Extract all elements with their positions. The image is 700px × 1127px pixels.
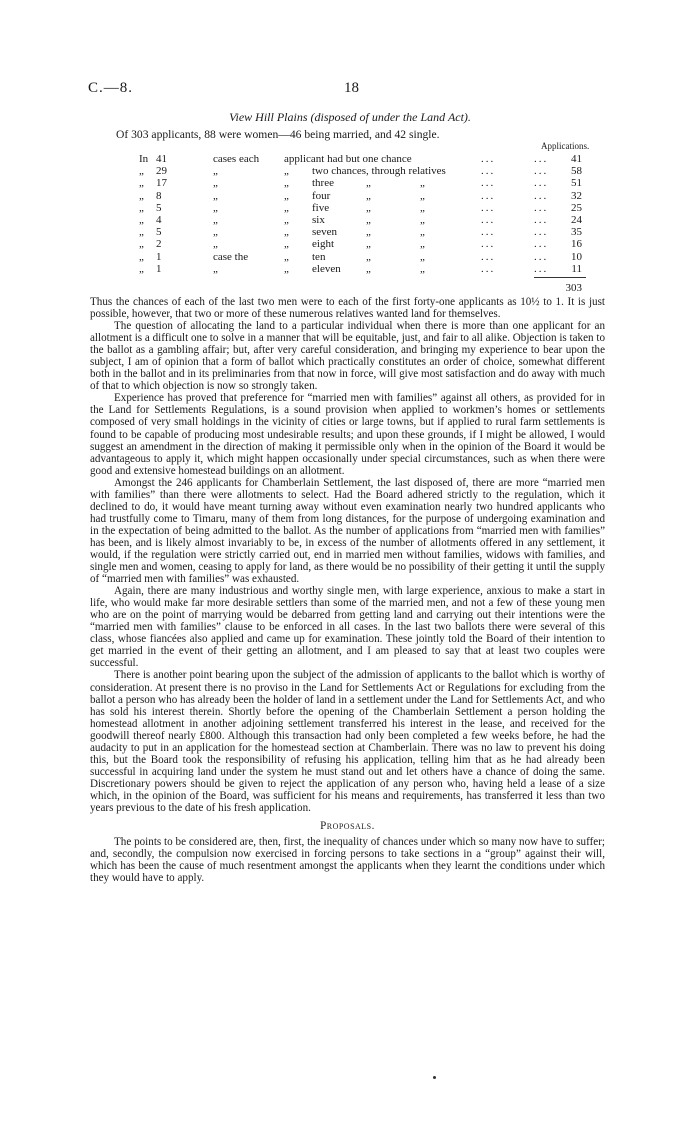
row-chances: eight xyxy=(312,238,334,251)
table-row xyxy=(0,238,700,250)
row-cases: case the xyxy=(213,250,249,263)
row-cases: „ xyxy=(213,189,218,202)
row-count: 17 xyxy=(156,177,167,190)
row-chances: four xyxy=(312,189,331,202)
row-applications: 24 xyxy=(571,213,582,226)
row-ditto-2: „ xyxy=(420,238,425,251)
row-ditto-1: „ xyxy=(366,189,371,202)
section-subtitle: View Hill Plains (disposed of under the Land Act). xyxy=(229,110,471,124)
dot-leader: ... xyxy=(481,165,496,178)
row-cases: „ xyxy=(213,201,218,214)
row-cases: „ xyxy=(213,238,218,251)
row-count: 41 xyxy=(156,153,167,165)
row-count: 8 xyxy=(156,189,162,202)
table-row xyxy=(0,153,700,165)
applications-column-header: Applications. xyxy=(541,141,590,151)
row-lead: „ xyxy=(139,262,144,275)
row-ditto-1: „ xyxy=(366,226,371,239)
dot-leader: ... xyxy=(481,177,496,190)
dot-leader: ... xyxy=(481,189,496,202)
row-ditto-2: „ xyxy=(420,262,425,275)
row-ditto-2: „ xyxy=(420,250,425,263)
row-cases: „ xyxy=(213,177,218,190)
row-lead: „ xyxy=(139,165,144,178)
page-number: 18 xyxy=(344,80,359,96)
row-chances: seven xyxy=(312,226,338,239)
dot-leader: ... xyxy=(481,238,496,251)
row-applicant: applicant had but one chance xyxy=(284,153,412,165)
dot-leader: ... xyxy=(534,226,549,239)
row-applications: 16 xyxy=(571,238,582,251)
row-applicant: „ xyxy=(284,226,289,239)
row-applications: 58 xyxy=(571,165,582,178)
row-applicant: „ xyxy=(284,165,289,178)
row-lead: „ xyxy=(139,250,144,263)
dot-leader: ... xyxy=(534,153,549,165)
dot-leader: ... xyxy=(534,177,549,190)
paragraph-chances: Thus the chances of each of the last two men were to each of the first forty-one applicants as 10½ to 1. It is just possible, however, that two or more of these numerous relatives wanted land for themselves. xyxy=(90,296,605,321)
dot-leader: ... xyxy=(534,250,549,263)
applications-table xyxy=(0,153,700,275)
row-applications: 35 xyxy=(571,226,582,239)
dot-leader: ... xyxy=(481,213,496,226)
row-applications: 41 xyxy=(571,153,582,165)
row-ditto-2: „ xyxy=(420,177,425,190)
row-lead: „ xyxy=(139,213,144,226)
row-applicant: „ xyxy=(284,177,289,190)
table-row xyxy=(0,251,700,263)
table-row xyxy=(0,214,700,226)
row-count: 4 xyxy=(156,213,162,226)
row-ditto-2: „ xyxy=(420,226,425,239)
row-ditto-1: „ xyxy=(366,250,371,263)
row-count: 2 xyxy=(156,238,162,251)
row-applicant: „ xyxy=(284,201,289,214)
row-ditto-2: „ xyxy=(420,189,425,202)
proposals-heading: Proposals. xyxy=(320,820,375,833)
applications-total: 303 xyxy=(565,282,582,294)
row-lead: „ xyxy=(139,238,144,251)
row-ditto-2: „ xyxy=(420,213,425,226)
paragraph-chamberlain: Amongst the 246 applicants for Chamberlain Settlement, the last disposed of, there are more “married men with families” than there were allotments to select. Had the Board adhered strictly to the regulation, which it declined to do, it would have meant turning away without even examination nearly two hundred applicants who had trustfully come to Timaru, many of them from long distances, for the purpose of undergoing examination and in the expectation of being admitted to the ballot. As the number of applications from “married men with families” has been, and is likely almost invariably to be, in excess of the number of allotments offered in any settlement, it would, if the regulation were strictly carried out, end in married men without families, widows with families, and single men and women, ceasing to apply for land, as there would be no possibility of their getting it until the supply of “married men with families” was exhausted. xyxy=(90,476,605,586)
dot-leader: ... xyxy=(481,262,496,275)
row-count: 1 xyxy=(156,262,162,275)
table-row xyxy=(0,177,700,189)
page-mark xyxy=(433,1076,436,1079)
row-applicant: „ xyxy=(284,250,289,263)
row-ditto-1: „ xyxy=(366,213,371,226)
row-cases: „ xyxy=(213,165,218,178)
intro-line: Of 303 applicants, 88 were women—46 being married, and 42 single. xyxy=(116,128,440,141)
row-applicant: „ xyxy=(284,238,289,251)
row-lead: „ xyxy=(139,189,144,202)
document-reference: C.—8. xyxy=(88,80,134,96)
row-lead: „ xyxy=(139,177,144,190)
dot-leader: ... xyxy=(481,250,496,263)
row-cases: „ xyxy=(213,213,218,226)
paragraph-experience: Experience has proved that preference for “married men with families” against all others, as provided for in the Land for Settlements Regulations, is a sound provision when applied to workmen’s homes or settlements composed of very small holdings in the vicinity of cities or large towns, but if applied to rural farm settlements is found to be capable of producing most undesirable results; and upon these grounds, if I might be allowed, I would suggest an amendment in the direction of making it permissible only when in the opinion of the Board it would be advantageous to apply it, which might happen occasionally under special circumstances, such as when there were good and extensive homestead buildings on an allotment. xyxy=(90,392,605,477)
paragraph-proposals: The points to be considered are, then, first, the inequality of chances under which so many now have to suffer; and, secondly, the compulsion now exercised in forcing persons to take sections in a “group” against their will, which has been the cause of much resentment amongst the applicants when they learnt the conditions under which they would have to apply. xyxy=(90,836,605,885)
dot-leader: ... xyxy=(534,189,549,202)
dot-leader: ... xyxy=(534,213,549,226)
row-chances: ten xyxy=(312,250,326,263)
paragraph-allocating: The question of allocating the land to a particular individual when there is more than one applicant for an allotment is a difficult one to solve in a manner that will be equitable, just, and fair to all alike. Objection is taken to the ballot as a gambling affair; but, after very careful consideration, and bringing my experience to bear upon the subject, I am of opinion that a form of ballot which practically constitutes an order of choice, somewhat different both in the ballot and in its preliminaries from that now in force, will give most satisfaction and do away with much of that to which objection is now so strongly taken. xyxy=(90,320,605,393)
row-ditto-1: „ xyxy=(366,238,371,251)
total-rule xyxy=(534,277,586,278)
row-chances: six xyxy=(312,213,325,226)
row-applications: 25 xyxy=(571,201,582,214)
paragraph-admission: There is another point bearing upon the subject of the admission of applicants to the ballot which is worthy of consideration. At present there is no proviso in the Land for Settlements Act or Regulations for excluding from the ballot a person who has already been the holder of land in a settlement under the Land for Settlements Act, and who has sold his interest therein. Shortly before the opening of the Chamberlain Settlement a person holding the homestead allotment in another adjoining settlement transferred his interest in the lease, and received for the goodwill thereof nearly £800. Although this transaction had only been completed a few weeks before, he had the audacity to put in an application for the homestead section at Chamberlain. There was no law to prevent his doing this, but the Board took the responsibility of refusing his application, telling him that as he had already been successful in acquiring land under the system he must stand out and let others have a chance of doing the same. Discretionary powers should be given to reject the application of any person who, having held a lease of a size which, in the opinion of the Board, was sufficient for his means and requirements, has transferred it less than two years previous to the date of his fresh application. xyxy=(90,669,605,814)
row-applicant: „ xyxy=(284,262,289,275)
row-cases: cases each xyxy=(213,153,260,165)
row-ditto-2: „ xyxy=(420,201,425,214)
dot-leader: ... xyxy=(481,226,496,239)
row-lead: „ xyxy=(139,201,144,214)
row-applications: 10 xyxy=(571,250,582,263)
row-ditto-1: „ xyxy=(366,177,371,190)
row-cases: „ xyxy=(213,226,218,239)
row-applications: 51 xyxy=(571,177,582,190)
row-count: 29 xyxy=(156,165,167,178)
row-lead: In xyxy=(139,153,149,165)
row-lead: „ xyxy=(139,226,144,239)
row-chances: five xyxy=(312,201,330,214)
body-text xyxy=(90,296,605,884)
dot-leader: ... xyxy=(534,262,549,275)
row-cases: „ xyxy=(213,262,218,275)
dot-leader: ... xyxy=(481,153,496,165)
row-count: 5 xyxy=(156,226,162,239)
row-applicant: „ xyxy=(284,189,289,202)
dot-leader: ... xyxy=(534,238,549,251)
dot-leader: ... xyxy=(534,165,549,178)
table-row xyxy=(0,202,700,214)
row-count: 1 xyxy=(156,250,162,263)
row-applications: 32 xyxy=(571,189,582,202)
dot-leader: ... xyxy=(534,201,549,214)
table-row xyxy=(0,226,700,238)
table-row xyxy=(0,165,700,177)
row-count: 5 xyxy=(156,201,162,214)
row-chances: eleven xyxy=(312,262,341,275)
row-applicant: „ xyxy=(284,213,289,226)
row-chances: three xyxy=(312,177,334,190)
row-ditto-1: „ xyxy=(366,262,371,275)
row-ditto-1: „ xyxy=(366,201,371,214)
table-row xyxy=(0,263,700,275)
paragraph-single-men: Again, there are many industrious and worthy single men, with large experience, anxious to make a start in life, who would make far more desirable settlers than some of the married men, and not a few of these young men who are on the point of marrying would be debarred from getting land and carrying out their intentions were the “married men with families” clause to be enforced in all cases. In the last two ballots there were several of this class, whose fiancées also applied and came up for examination. These jointly told the Board of their intention to get married in the event of their getting an allotment, and I am pleased to say that at least two couples were successful. xyxy=(90,585,605,670)
row-chances: two chances, through relatives xyxy=(312,165,446,178)
table-row xyxy=(0,190,700,202)
row-applications: 11 xyxy=(571,262,582,275)
dot-leader: ... xyxy=(481,201,496,214)
